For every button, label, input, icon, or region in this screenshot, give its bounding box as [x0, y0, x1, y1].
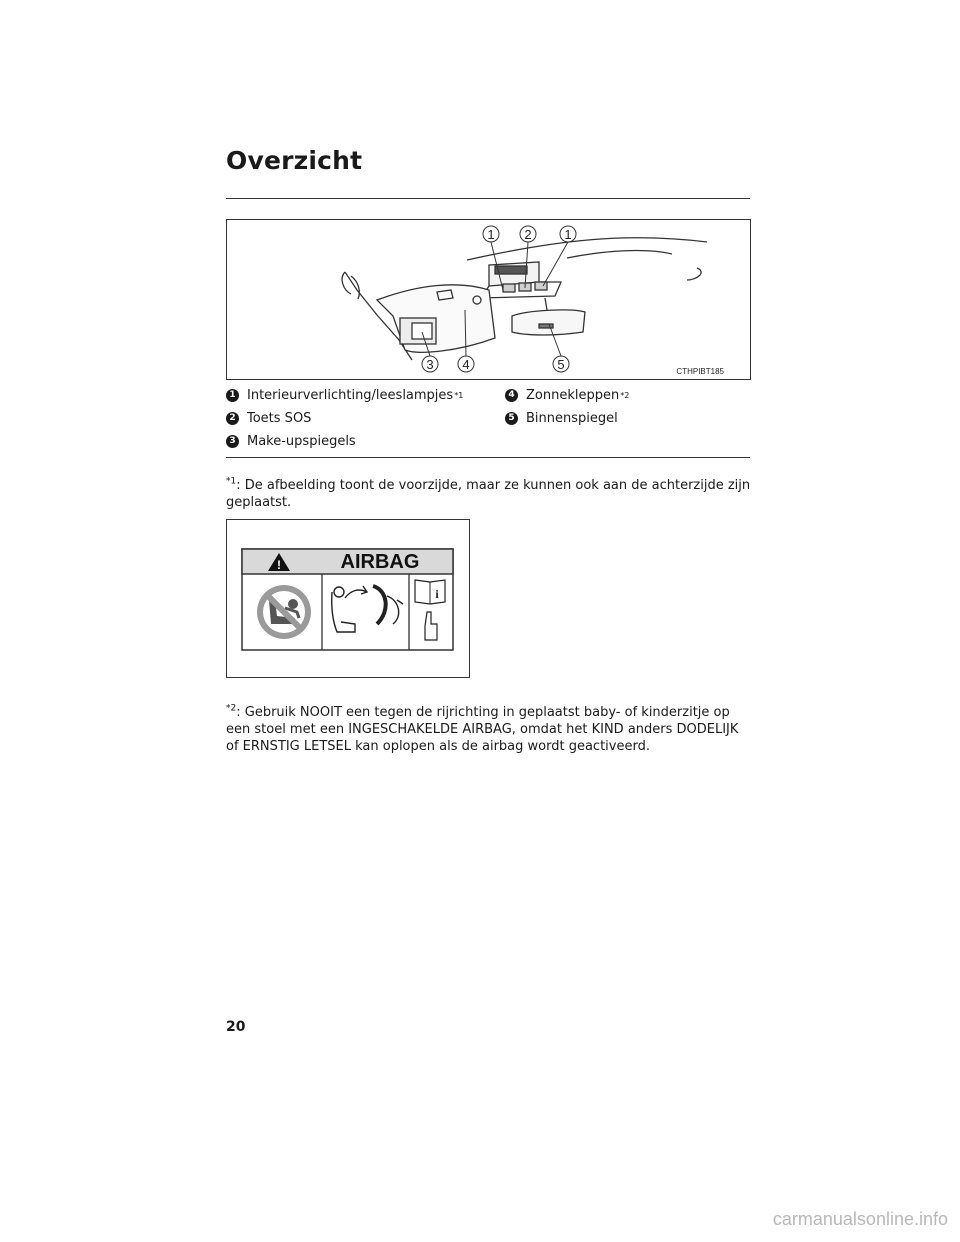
- svg-text:!: !: [277, 558, 281, 572]
- footnote-2-text: : Gebruik NOOIT een tegen de rijrichting in geplaatst baby- of kinderzitje op een stoel met een INGESCHAKELDE AIRBAG, omdat het KIND anders DODELIJK of ERNSTIG LETSEL kan oplopen als de airbag wordt geactiveerd.: [226, 705, 739, 754]
- callout-3: 3: [426, 357, 434, 372]
- legend-number: 1: [226, 389, 239, 402]
- legend-label: Binnenspiegel: [526, 411, 618, 426]
- overhead-console-illustration: [227, 220, 750, 379]
- footnote-2: [226, 704, 754, 755]
- footnote-1-mark: *1: [226, 476, 237, 487]
- callout-2: 2: [524, 227, 532, 242]
- footnote-1-text: : De afbeelding toont de voorzijde, maar ze kunnen ook aan de achterzijde zijn geplaatst.: [226, 478, 751, 510]
- airbag-heading: AIRBAG: [340, 551, 420, 573]
- legend-label: Zonnekleppen: [526, 388, 620, 403]
- callout-1b: 1: [564, 227, 572, 242]
- footnote-2-mark: *2: [226, 703, 237, 714]
- callout-4: 4: [462, 357, 470, 372]
- legend-label: Make-upspiegels: [247, 434, 356, 449]
- legend-item-interior-lights: [226, 388, 463, 403]
- callout-1a: 1: [487, 227, 495, 242]
- legend-number: 2: [226, 412, 239, 425]
- legend-label: Interieurverlichting/leeslampjes: [247, 388, 454, 403]
- legend-item-sos-button: [226, 411, 311, 426]
- svg-text:i: i: [435, 587, 439, 601]
- legend-divider: [226, 457, 750, 458]
- airbag-warning-figure: [226, 519, 470, 678]
- airbag-warning-label: [227, 520, 469, 677]
- legend-number: 3: [226, 435, 239, 448]
- page-title: Overzicht: [226, 146, 363, 175]
- no-rear-facing-child-seat-icon: [257, 585, 311, 639]
- legend-item-rearview-mirror: [505, 411, 618, 426]
- figure-code: CTHPIBT185: [676, 367, 724, 376]
- legend-number: 4: [505, 389, 518, 402]
- title-divider: [226, 198, 750, 199]
- legend-item-sun-visors: [505, 388, 629, 403]
- legend-label: Toets SOS: [247, 411, 312, 426]
- page-number: 20: [226, 1019, 246, 1035]
- callout-5: 5: [557, 357, 565, 372]
- legend-number: 5: [505, 412, 518, 425]
- legend-footnote-ref: *1: [454, 391, 464, 400]
- footnote-1: [226, 477, 754, 511]
- overhead-console-figure: [226, 219, 751, 380]
- legend-item-vanity-mirrors: [226, 434, 356, 449]
- watermark: carmanualsonline.info: [772, 1209, 948, 1229]
- legend-footnote-ref: *2: [620, 391, 630, 400]
- figure-legend: [226, 384, 750, 456]
